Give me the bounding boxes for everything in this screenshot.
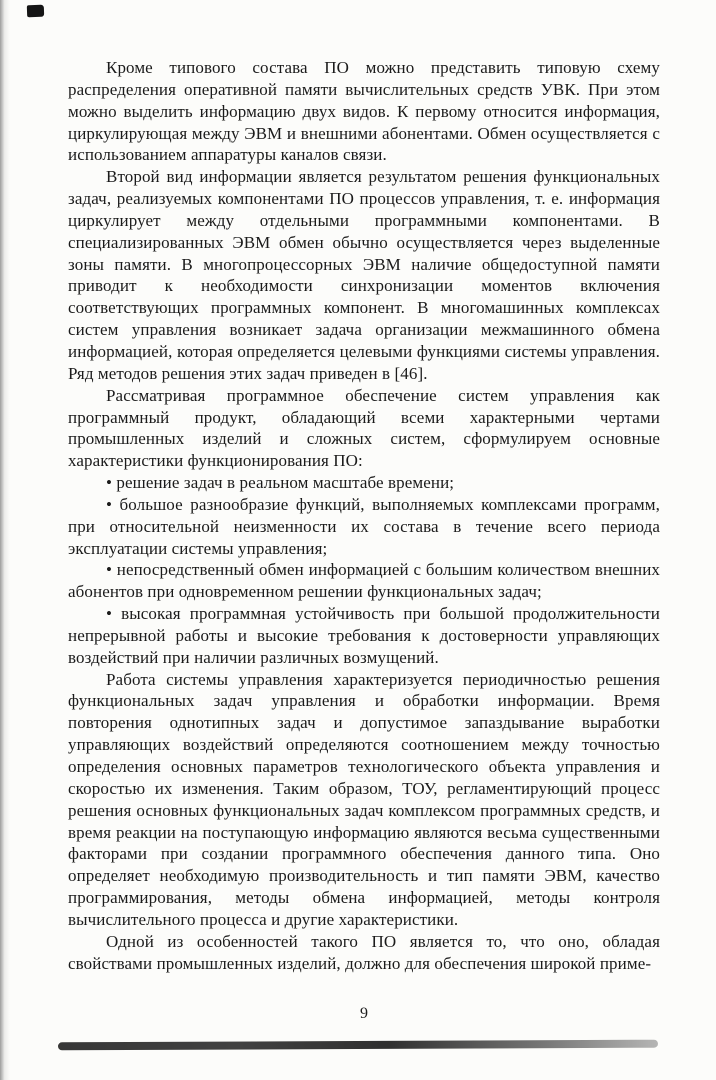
paragraph: Рассматривая программное обеспечение систем управления как программный продукт, обладающий всеми характерными чертами промышленных изделий и сложных систем, сформулируем основные характеристики функционирования ПО: [68,385,660,471]
scan-artifact-top-left [27,5,44,18]
paragraph: Одной из особенностей такого ПО является то, что оно, обладая свойствами промышленных изделий, должно для обеспечения широкой приме- [68,931,660,973]
scan-edge-shadow-left [0,0,10,1080]
scan-smudge-bottom [58,1040,658,1051]
bullet-item: • высокая программная устойчивость при большой продолжительности непрерывной работы и высокие требования к достоверности управляющих воздействий при наличии различных возмущений. [68,604,660,667]
page-number: 9 [360,1005,368,1022]
page-text-column [68,57,660,974]
bullet-item: • большое разнообразие функций, выполняемых комплексами программ, при относительной неизменности их состава в течение всего периода эксплуатации системы управления; [68,494,660,558]
paragraph: Работа системы управления характеризуется периодичностью решения функциональных задач управления и обработки информации. Время повторения однотипных задач и допустимое запаздывание выработки управляющих воздействий определяются соотношением между точностью определения основных параметров технологического объекта управления и скоростью их изменения. Таким образом, ТОУ, регламентирующий процесс решения основных функциональных задач комплексом программных средств, и время реакции на поступающую информацию являются весьма существенными факторами при создании программного обеспечения данного типа. Оно определяет необходимую производительность и тип памяти ЭВМ, качество программирования, методы обмена информацией, методы контроля вычислительного процесса и другие характеристики. [68,669,660,929]
paragraph: Второй вид информации является результатом решения функциональных задач, реализуемых компонентами ПО процессов управления, т. е. информация циркулирует между отдельными программными компонентами. В специализированных ЭВМ обмен обычно осуществляется через выделенные зоны памяти. В многопроцессорных ЭВМ наличие общедоступной памяти приводит к необходимости синхронизации моментов включения соответствующих программных компонент. В многомашинных комплексах систем управления возникает задача организации межмашинного обмена информацией, которая определяется целевыми функциями системы управления. Ряд методов решения этих задач приведен в [46]. [68,167,660,383]
paragraph: Кроме типового состава ПО можно представить типовую схему распределения оперативной памяти вычислительных средств УВК. При этом можно выделить информацию двух видов. К первому относится информация, циркулирующая между ЭВМ и внешними абонентами. Обмен осуществляется с использованием аппаратуры каналов связи. [68,58,660,165]
bullet-item: • решение задач в реальном масштабе времени; [106,473,455,493]
bullet-item: • непосредственный обмен информацией с большим количеством внешних абонентов при одновременном решении функциональных задач; [68,560,660,602]
